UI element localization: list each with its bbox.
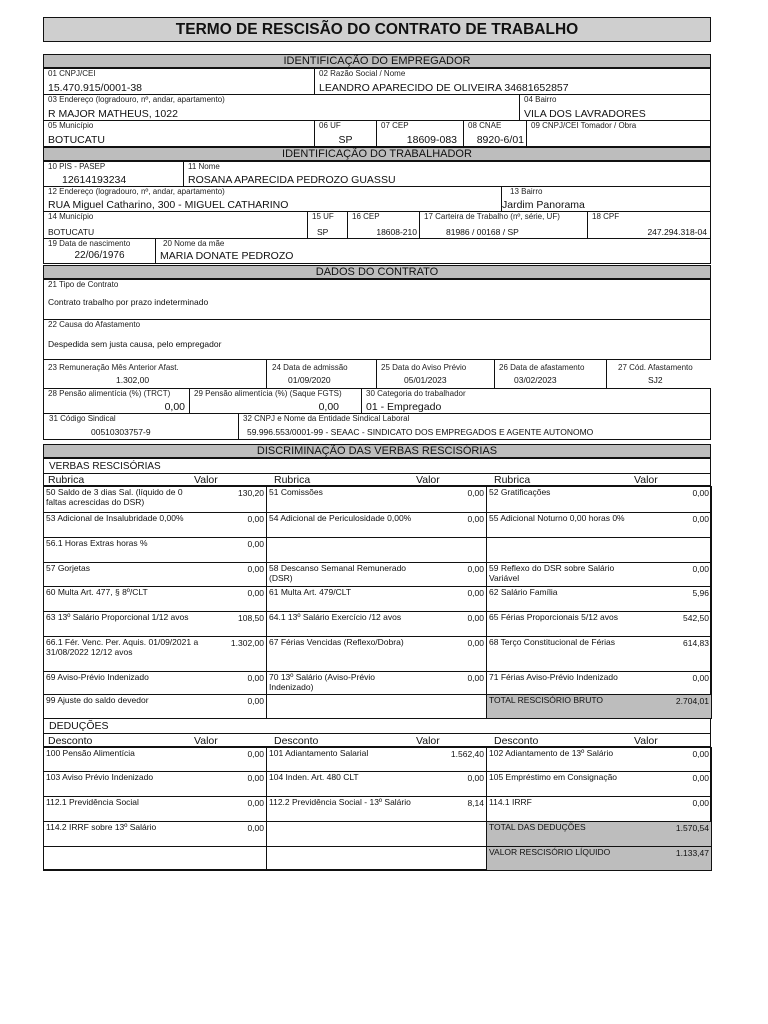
verbas-subtitle: VERBAS RESCISÓRIAS [49, 461, 161, 472]
col-rubrica-1: Rubrica [48, 474, 85, 486]
field-label: 03 Endereço (logradouro, nº, andar, apartamento) [48, 95, 225, 104]
item-label: 112.2 Previdência Social - 13º Salário [269, 797, 411, 807]
item-value: 0,00 [692, 564, 709, 574]
field-label: 06 UF [319, 121, 341, 130]
field-value: BOTUCATU [48, 134, 105, 146]
verbas-header-row [43, 473, 711, 486]
item-cell [266, 747, 487, 772]
field-municipio-empregador [43, 120, 315, 147]
item-label: 55 Adicional Noturno 0,00 horas 0% [489, 513, 625, 523]
col-valor-1: Valor [194, 735, 218, 747]
item-label: 102 Adiantamento de 13º Salário [489, 748, 614, 758]
field-endereco-empregador [43, 94, 520, 121]
field-label: 14 Município [48, 212, 94, 221]
item-cell [266, 611, 487, 637]
item-value: 0,00 [247, 588, 264, 598]
item-cell [486, 537, 712, 563]
field-entidade-sindical [238, 413, 711, 440]
field-nome-mae [155, 238, 711, 264]
field-cod-afastamento [606, 359, 711, 389]
field-value: 81986 / 00168 / SP [446, 227, 519, 237]
item-cell [266, 586, 487, 612]
item-label: 66.1 Fér. Venc. Per. Aquis. 01/09/2021 a 31/08/2022 12/12 avos [46, 637, 199, 657]
col-desconto-3: Desconto [494, 735, 539, 747]
field-value: 15.470.915/0001-38 [48, 82, 143, 94]
field-value: 03/02/2023 [514, 375, 557, 385]
field-value: 247.294.318-04 [647, 227, 707, 237]
field-label: 27 Cód. Afastamento [618, 363, 693, 372]
col-valor-2: Valor [416, 474, 440, 486]
item-label: 67 Férias Vencidas (Reflexo/Dobra) [269, 637, 404, 647]
item-value: 0,00 [692, 798, 709, 808]
item-cell [43, 771, 267, 797]
item-label: 103 Aviso Prévio Indenizado [46, 772, 154, 782]
item-label: TOTAL RESCISÓRIO BRUTO [489, 695, 603, 705]
field-label: 17 Carteira de Trabalho (nº, série, UF) [424, 212, 560, 221]
item-cell [43, 537, 267, 563]
item-cell [266, 846, 487, 871]
item-label: 101 Adiantamento Salarial [269, 748, 369, 758]
field-label: 13 Bairro [510, 187, 543, 196]
field-value: 59.996.553/0001-99 - SEAAC - SINDICATO DOS EMPREGADOS E AGENTE AUTONOMO [247, 427, 594, 437]
field-value: R MAJOR MATHEUS, 1022 [48, 108, 178, 120]
item-value: 5,96 [692, 588, 709, 598]
item-cell [486, 796, 712, 822]
item-value: 0,00 [467, 514, 484, 524]
col-desconto-1: Desconto [48, 735, 93, 747]
item-value: 108,50 [238, 613, 264, 623]
item-value: 614,83 [683, 638, 709, 648]
item-label: TOTAL DAS DEDUÇÕES [489, 822, 586, 832]
field-label: 24 Data de admissão [272, 363, 348, 372]
item-cell [486, 486, 712, 513]
field-value: 18609-083 [406, 134, 457, 146]
item-cell [43, 671, 267, 695]
field-value: 05/01/2023 [404, 375, 447, 385]
field-value: SP [338, 134, 353, 146]
section-trabalhador: IDENTIFICAÇÃO DO TRABALHADOR [43, 147, 711, 161]
field-value: 01/09/2020 [288, 375, 331, 385]
field-label: 11 Nome [188, 162, 220, 171]
item-cell [266, 796, 487, 822]
field-tipo-contrato [43, 279, 711, 320]
field-cnae [463, 120, 527, 147]
field-uf-empregador [314, 120, 377, 147]
field-value: 0,00 [164, 401, 185, 413]
item-value: 8,14 [467, 798, 484, 808]
field-endereco-trabalhador [43, 186, 502, 212]
field-value: Despedida sem justa causa, pelo empregador [48, 339, 222, 349]
item-label: 53 Adicional de Insalubridade 0,00% [46, 513, 184, 523]
field-razao-social [314, 68, 711, 95]
field-tomador [526, 120, 711, 147]
item-cell [43, 821, 267, 847]
field-label: 07 CEP [381, 121, 409, 130]
col-valor-1: Valor [194, 474, 218, 486]
item-label: 51 Comissões [269, 487, 323, 497]
item-cell [43, 796, 267, 822]
field-value: Jardim Panorama [502, 199, 585, 211]
item-value: 0,00 [247, 773, 264, 783]
item-value: 0,00 [467, 638, 484, 648]
item-label: 50 Saldo de 3 dias Sal. (líquido de 0 faltas acrescidas do DSR) [46, 487, 183, 507]
field-cpf [587, 211, 711, 239]
item-value: 0,00 [247, 539, 264, 549]
item-label: 56.1 Horas Extras horas % [46, 538, 148, 548]
item-label: 59 Reflexo do DSR sobre Salário Variável [489, 563, 615, 583]
field-bairro-trabalhador [501, 186, 711, 212]
field-label: 26 Data de afastamento [499, 363, 585, 372]
item-label: 69 Aviso-Prévio Indenizado [46, 672, 149, 682]
field-bairro-empregador [519, 94, 711, 121]
item-label: 70 13º Salário (Aviso-Prévio Indenizado) [269, 672, 375, 692]
col-rubrica-2: Rubrica [274, 474, 311, 486]
item-label: 58 Descanso Semanal Remunerado (DSR) [269, 563, 407, 583]
item-cell [43, 694, 267, 719]
item-cell [266, 512, 487, 538]
field-value: Contrato trabalho por prazo indeterminado [48, 297, 209, 307]
field-cep-trabalhador [347, 211, 420, 239]
field-label: 31 Código Sindical [49, 414, 116, 423]
field-cep-empregador [376, 120, 464, 147]
field-value: MARIA DONATE PEDROZO [160, 250, 294, 262]
item-value: 0,00 [467, 564, 484, 574]
field-value: LEANDRO APARECIDO DE OLIVEIRA 34681652857 [319, 82, 569, 94]
col-rubrica-3: Rubrica [494, 474, 531, 486]
item-cell [266, 671, 487, 695]
item-value: 0,00 [247, 696, 264, 706]
field-value: 0,00 [318, 401, 339, 413]
item-cell [266, 694, 487, 719]
field-pis [43, 161, 184, 187]
item-cell [43, 611, 267, 637]
item-label: 114.2 IRRF sobre 13º Salário [46, 822, 157, 832]
deducoes-header-row [43, 733, 711, 747]
item-cell [486, 611, 712, 637]
field-value: BOTUCATU [48, 227, 95, 237]
col-valor-3: Valor [634, 474, 658, 486]
item-cell [43, 486, 267, 513]
document-title: TERMO DE RESCISÃO DO CONTRATO DE TRABALHO [43, 17, 711, 42]
item-label: 60 Multa Art. 477, § 8º/CLT [46, 587, 148, 597]
item-value: 0,00 [692, 673, 709, 683]
item-label: 57 Gorjetas [46, 563, 90, 573]
field-value: RUA Miguel Catharino, 300 - MIGUEL CATHARINO [48, 199, 289, 211]
field-ctps [419, 211, 588, 239]
item-cell [486, 586, 712, 612]
field-label: 19 Data de nascimento [48, 239, 131, 248]
item-cell [486, 747, 712, 772]
col-valor-2: Valor [416, 735, 440, 747]
field-value: SJ2 [648, 375, 663, 385]
field-value: 12614193234 [62, 174, 127, 186]
field-label: 09 CNPJ/CEI Tomador / Obra [531, 121, 637, 130]
item-label: 64.1 13º Salário Exercício /12 avos [269, 612, 402, 622]
item-value: 0,00 [247, 673, 264, 683]
item-value: 0,00 [467, 588, 484, 598]
field-label: 04 Bairro [524, 95, 557, 104]
field-label: 02 Razão Social / Nome [319, 69, 406, 78]
item-cell [486, 671, 712, 695]
item-label: 99 Ajuste do saldo devedor [46, 695, 149, 705]
item-value: 0,00 [247, 514, 264, 524]
item-label: 104 Inden. Art. 480 CLT [269, 772, 359, 782]
col-valor-3: Valor [634, 735, 658, 747]
item-value: 0,00 [247, 823, 264, 833]
item-value: 0,00 [467, 773, 484, 783]
field-nome-trabalhador [183, 161, 711, 187]
field-nascimento [43, 238, 156, 264]
field-codigo-sindical [43, 413, 239, 440]
field-value: SP [317, 227, 329, 237]
item-value: 0,00 [247, 564, 264, 574]
field-label: 18 CPF [592, 212, 620, 221]
field-value: VILA DOS LAVRADORES [524, 108, 646, 120]
field-label: 15 UF [312, 212, 334, 221]
item-cell [43, 846, 267, 871]
item-label: 63 13º Salário Proporcional 1/12 avos [46, 612, 189, 622]
item-value: 0,00 [467, 673, 484, 683]
field-value: ROSANA APARECIDA PEDROZO GUASSU [188, 174, 396, 186]
item-cell [486, 846, 712, 871]
item-value: 1.302,00 [230, 638, 264, 648]
item-value: 0,00 [692, 514, 709, 524]
item-cell [486, 512, 712, 538]
field-label: 30 Categoria do trabalhador [366, 389, 466, 398]
item-value: 0,00 [692, 488, 709, 498]
field-label: 05 Município [48, 121, 94, 130]
item-value: 0,00 [467, 613, 484, 623]
field-admissao [266, 359, 377, 389]
field-value: 22/06/1976 [74, 250, 125, 261]
field-value: 01 - Empregado [366, 401, 442, 413]
item-label: 68 Terço Constitucional de Férias [489, 637, 615, 647]
item-value: 1.562,40 [450, 749, 484, 759]
field-afastamento [494, 359, 607, 389]
field-cnpj [43, 68, 315, 95]
field-label: 28 Pensão alimentícia (%) (TRCT) [48, 389, 171, 398]
field-label: 10 PIS - PASEP [48, 162, 106, 171]
field-uf-trabalhador [307, 211, 348, 239]
item-cell [43, 512, 267, 538]
item-value: 0,00 [467, 488, 484, 498]
item-cell [486, 694, 712, 719]
field-label: 12 Endereço (logradouro, nº, andar, apartamento) [48, 187, 225, 196]
field-value: 00510303757-9 [91, 427, 151, 437]
item-label: 62 Salário Família [489, 587, 558, 597]
field-label: 25 Data do Aviso Prévio [381, 363, 467, 372]
item-cell [266, 486, 487, 513]
item-label: 65 Férias Proporcionais 5/12 avos [489, 612, 618, 622]
item-value: 0,00 [692, 749, 709, 759]
field-aviso-previo [376, 359, 495, 389]
field-pensao-trct [43, 388, 190, 414]
item-cell [486, 562, 712, 587]
item-cell [43, 562, 267, 587]
item-label: 61 Multa Art. 479/CLT [269, 587, 352, 597]
field-value: 18608-210 [376, 227, 417, 237]
field-remuneracao [43, 359, 267, 389]
field-value: 8920-6/01 [476, 134, 524, 146]
item-cell [486, 771, 712, 797]
field-label: 01 CNPJ/CEI [48, 69, 96, 78]
item-value: 130,20 [238, 488, 264, 498]
field-label: 21 Tipo de Contrato [48, 280, 119, 289]
field-pensao-fgts [189, 388, 362, 414]
section-empregador: IDENTIFICAÇÃO DO EMPREGADOR [43, 54, 711, 68]
field-label: 23 Remuneração Mês Anterior Afast. [48, 363, 179, 372]
item-cell [266, 636, 487, 672]
item-value: 542,50 [683, 613, 709, 623]
field-municipio-trabalhador [43, 211, 308, 239]
item-cell [43, 636, 267, 672]
item-cell [486, 636, 712, 672]
field-label: 29 Pensão alimentícia (%) (Saque FGTS) [194, 389, 342, 398]
item-value: 0,00 [247, 798, 264, 808]
item-value: 0,00 [247, 749, 264, 759]
item-value: 1.570,54 [675, 823, 709, 833]
field-label: 32 CNPJ e Nome da Entidade Sindical Laboral [243, 414, 410, 423]
field-causa-afastamento [43, 319, 711, 360]
section-contrato: DADOS DO CONTRATO [43, 265, 711, 279]
item-label: 112.1 Previdência Social [46, 797, 139, 807]
item-cell [486, 821, 712, 847]
col-desconto-2: Desconto [274, 735, 319, 747]
item-label: 100 Pensão Alimentícia [46, 748, 135, 758]
item-value: 0,00 [692, 773, 709, 783]
item-label: 114.1 IRRF [489, 797, 532, 807]
item-label: 54 Adicional de Periculosidade 0,00% [269, 513, 412, 523]
field-label: 16 CEP [352, 212, 380, 221]
deducoes-subtitle: DEDUÇÕES [49, 720, 109, 732]
item-cell [43, 586, 267, 612]
item-label: 71 Férias Aviso-Prévio Indenizado [489, 672, 618, 682]
item-cell [266, 537, 487, 563]
item-cell [266, 562, 487, 587]
field-label: 22 Causa do Afastamento [48, 320, 141, 329]
item-label: VALOR RESCISÓRIO LÍQUIDO [489, 847, 611, 857]
section-verbas: DISCRIMINAÇÃO DAS VERBAS RESCISÓRIAS [43, 444, 711, 458]
field-label: 08 CNAE [468, 121, 502, 130]
item-cell [266, 821, 487, 847]
field-value: 1.302,00 [116, 375, 150, 385]
item-cell [266, 771, 487, 797]
field-label: 20 Nome da mãe [163, 239, 225, 248]
item-value: 1.133,47 [675, 848, 709, 858]
field-categoria [361, 388, 711, 414]
item-value: 2.704,01 [675, 696, 709, 706]
item-label: 52 Gratificações [489, 487, 551, 497]
item-label: 105 Empréstimo em Consignação [489, 772, 618, 782]
item-cell [43, 747, 267, 772]
